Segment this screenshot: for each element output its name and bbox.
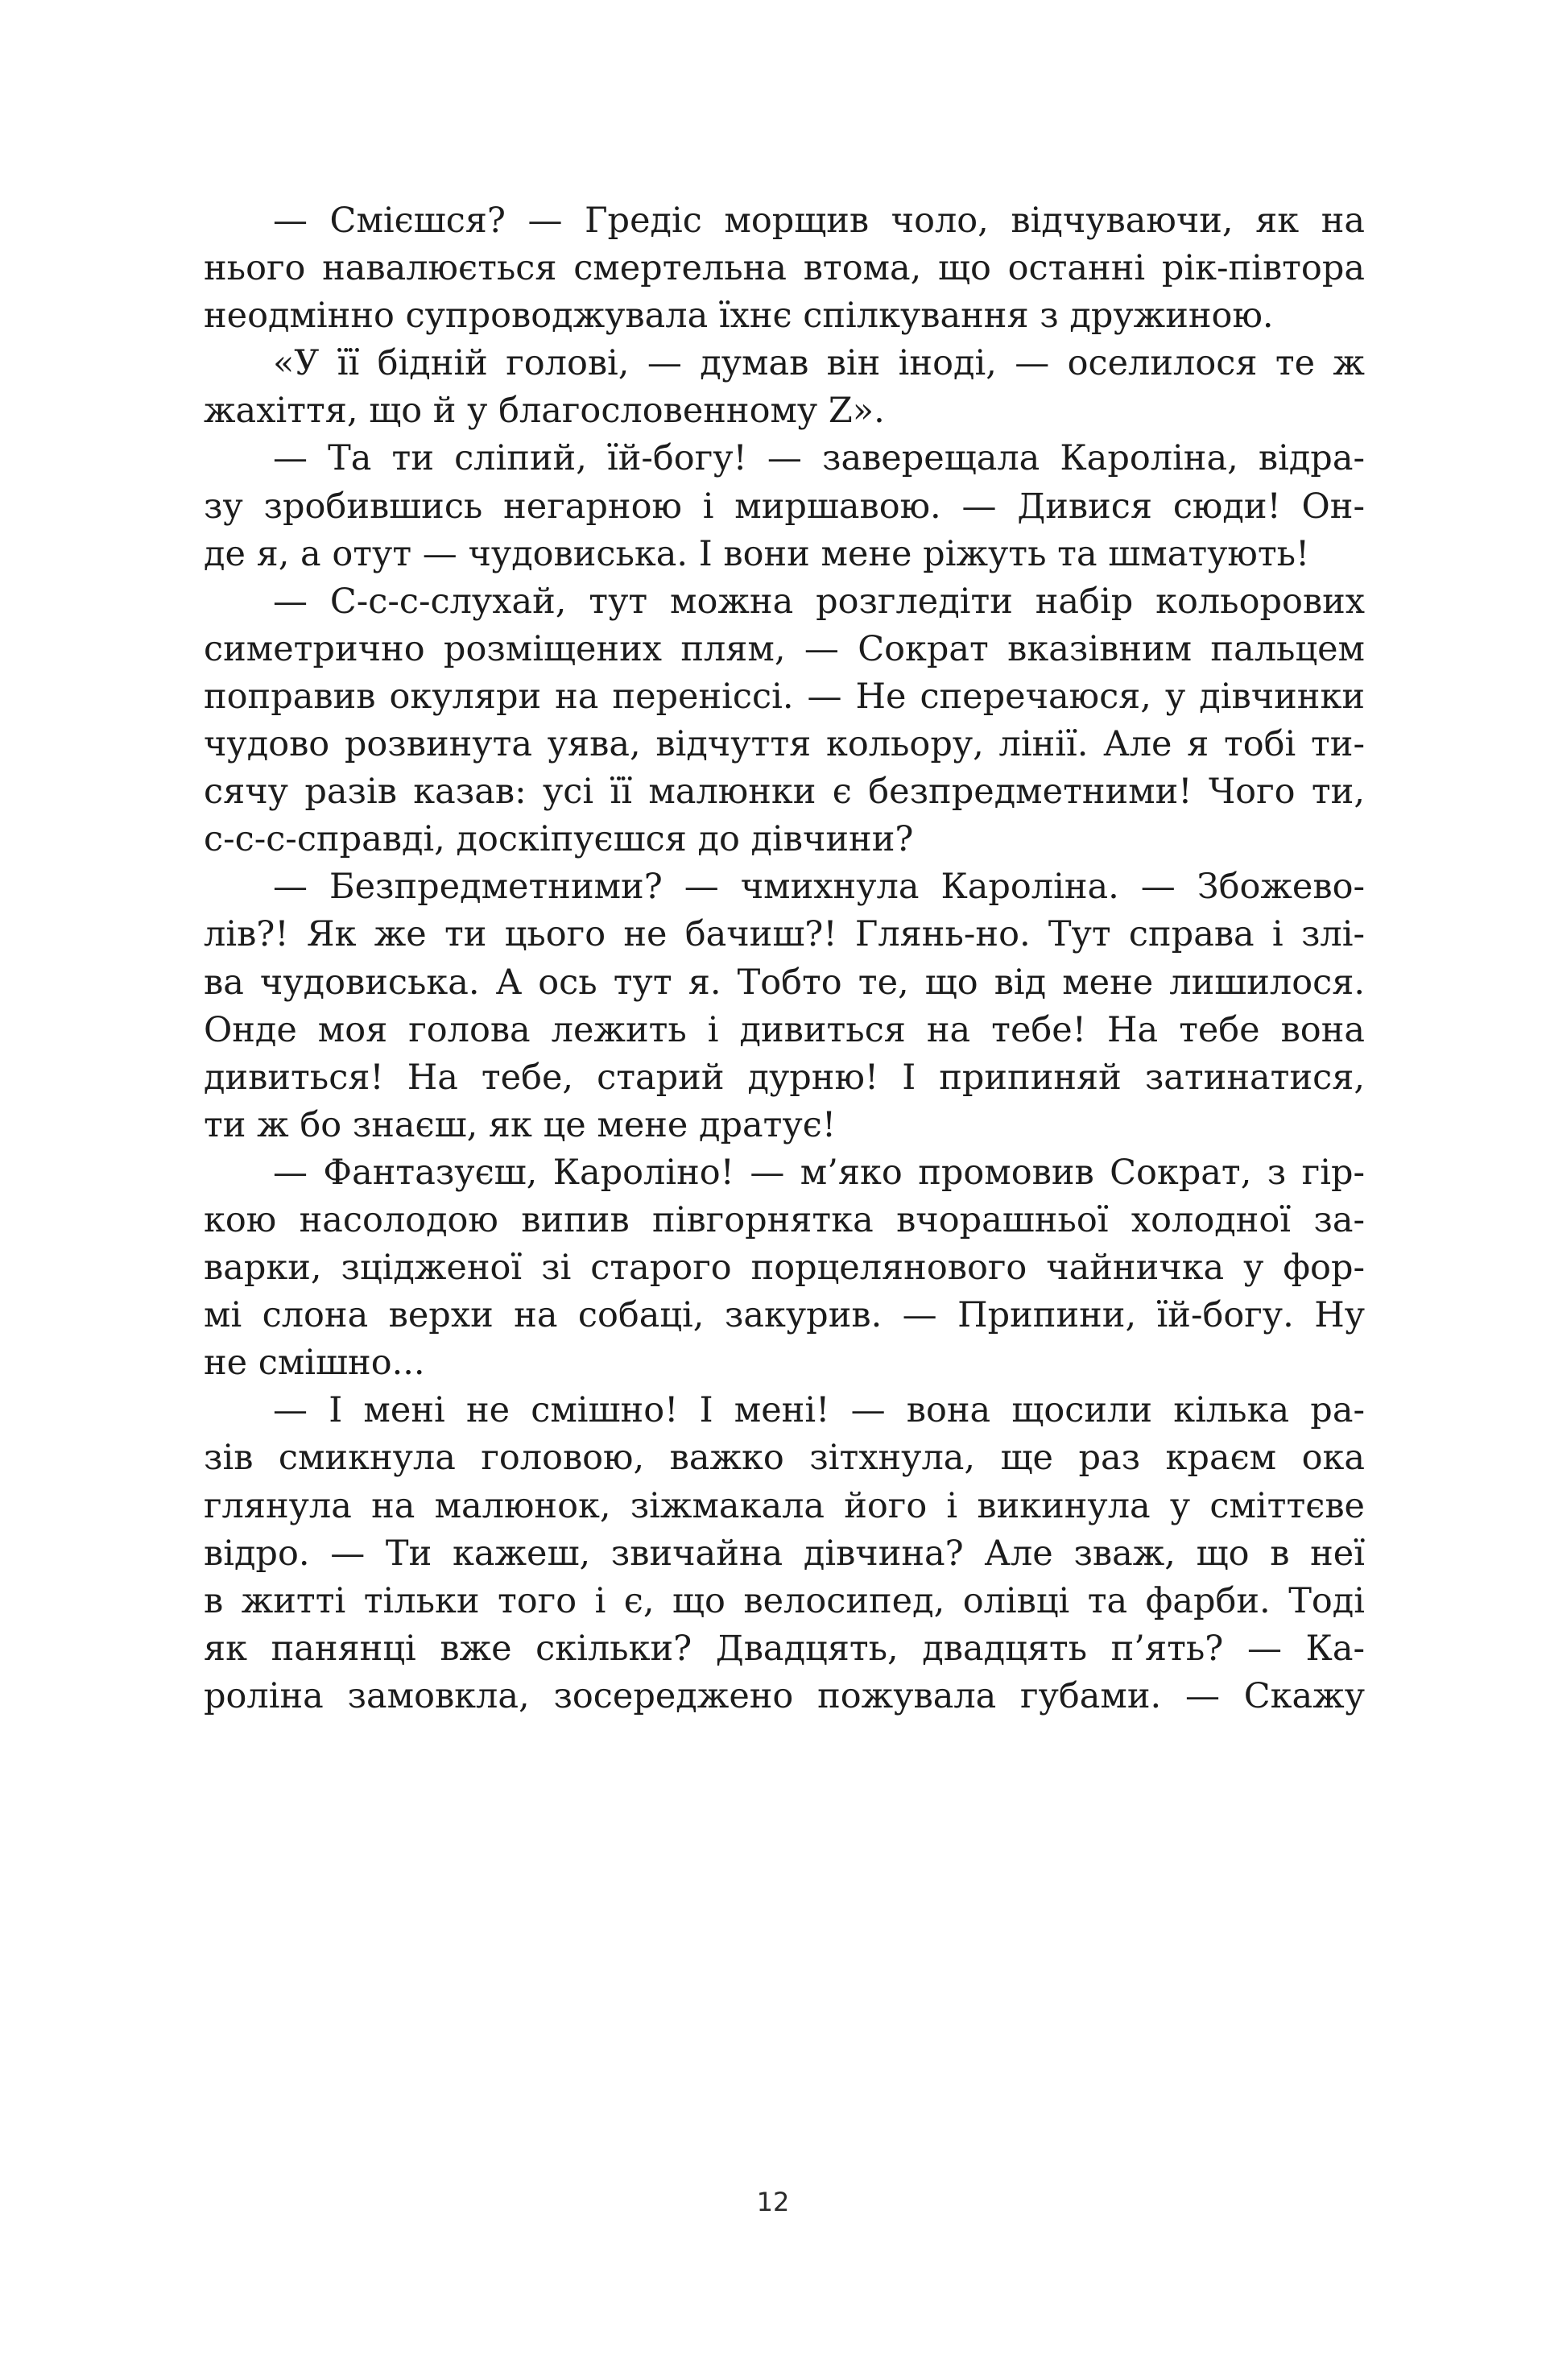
text-line: де я, а отут — чудовиська. І вони мене ріжуть та шматують! [204,533,1310,574]
text-line: лів?! Як же ти цього не бачиш?! Глянь-но. Тут справа і злі- [204,914,1365,955]
text-line: в житті тільки того і є, що велосипед, олівці та фарби. Тоді [204,1580,1365,1621]
text-line: сячу разів казав: усі її малюнки є безпредметними! Чого ти, [204,772,1365,813]
text-line: чудово розвинута уява, відчуття кольору, лінії. Але я тобі ти- [204,724,1365,765]
text-line: — Смієшся? — Гредіс морщив чоло, відчуваючи, як на [273,201,1365,241]
text-line: — С-с-с-слухай, тут можна розгледіти набір кольорових [273,581,1365,622]
text-line: — Безпредметними? — чмихнула Кароліна. — Збожево- [273,867,1365,908]
text-line: дивиться! На тебе, старий дурню! І припиняй затинатися, [204,1057,1365,1098]
text-line: роліна замовкла, зосереджено пожувала губами. — Скажу [204,1675,1365,1716]
text-line: не смішно... [204,1343,425,1384]
text-line: с-с-с-справді, доскіпуєшся до дівчини? [204,819,914,860]
text-line: симетрично розміщених плям, — Сократ вказівним пальцем [204,628,1365,669]
text-line: поправив окуляри на переніссі. — Не сперечаюся, у дівчинки [204,676,1365,717]
text-line: кою насолодою випив півгорнятка вчорашньої холодної за- [204,1199,1365,1240]
text-line: «У її бідній голові, — думав він іноді, — оселилося те ж [273,343,1365,384]
text-line: глянула на малюнок, зіжмакала його і викинула у сміттєве [204,1485,1365,1526]
text-line: — І мені не смішно! І мені! — вона щосили кілька ра- [273,1390,1365,1431]
text-line: Онде моя голова лежить і дивиться на тебе! На тебе вона [204,1009,1365,1050]
text-line: зів смикнула головою, важко зітхнула, ще раз краєм ока [204,1438,1365,1479]
text-line: неодмінно супроводжувала їхнє спілкування з дружиною. [204,296,1274,337]
text-line: жахіття, що й у благословенному Z». [204,391,885,432]
text-line: відро. — Ти кажеш, звичайна дівчина? Але зваж, що в неї [204,1533,1365,1574]
text-line: варки, зцідженої зі старого порцелянового чайничка у фор- [204,1248,1365,1289]
text-line: мі слона верхи на собаці, закурив. — Припини, їй-богу. Ну [204,1295,1365,1336]
text-line: зу зробившись негарною і миршавою. — Дивися сюди! Он- [204,486,1365,527]
page-number: 12 [756,2187,790,2217]
text-line: ти ж бо знаєш, як це мене дратує! [204,1104,837,1145]
text-line: як панянці вже скільки? Двадцять, двадцять п’ять? — Ка- [204,1628,1365,1669]
text-line: ва чудовиська. А ось тут я. Тобто те, що від мене лишилося. [204,962,1365,1003]
text-line: — Та ти сліпий, їй-богу! — заверещала Кароліна, відра- [273,438,1365,479]
body-text [204,197,1365,1720]
text-line: нього навалюється смертельна втома, що останні рік-півтора [204,248,1365,289]
text-line: — Фантазуєш, Кароліно! — м’яко промовив Сократ, з гір- [273,1152,1365,1193]
